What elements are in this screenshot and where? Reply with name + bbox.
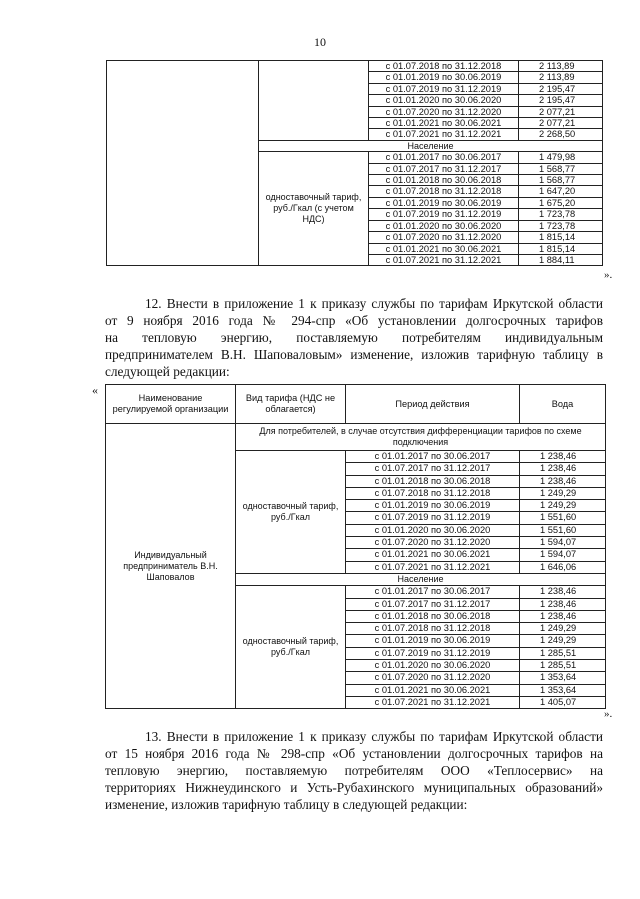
period-cell: с 01.01.2017 по 30.06.2017: [369, 152, 519, 163]
value-cell: 1 723,78: [519, 209, 603, 220]
period-cell: с 01.01.2017 по 30.06.2017: [346, 586, 520, 598]
period-cell: с 01.07.2020 по 31.12.2020: [369, 106, 519, 117]
period-cell: с 01.07.2021 по 31.12.2021: [346, 561, 520, 573]
period-cell: с 01.01.2020 по 30.06.2020: [369, 220, 519, 231]
tariff-type-cell: одноставочный тариф, руб./Гкал: [236, 451, 346, 574]
tariff-type-cell: одноставочный тариф, руб./Гкал (с учетом НДС): [259, 152, 369, 266]
value-cell: 1 238,46: [520, 586, 606, 598]
opening-quote: «: [92, 383, 98, 397]
tariff-table-shapovalov: [105, 384, 606, 709]
page-number: 10: [314, 35, 326, 49]
period-cell: с 01.07.2021 по 31.12.2021: [369, 129, 519, 140]
value-cell: 1 594,07: [520, 537, 606, 549]
organization-cell: Индивидуальный предприниматель В.Н. Шаповалов: [106, 424, 236, 709]
period-cell: с 01.01.2019 по 30.06.2019: [369, 197, 519, 208]
period-cell: с 01.01.2020 по 30.06.2020: [346, 524, 520, 536]
closing-quote-1: ».: [604, 269, 613, 281]
subheader-row: [106, 424, 606, 451]
period-cell: с 01.07.2018 по 31.12.2018: [369, 186, 519, 197]
period-cell: с 01.07.2020 по 31.12.2020: [346, 537, 520, 549]
period-cell: с 01.07.2019 по 31.12.2019: [369, 209, 519, 220]
paragraph-line: 12. Внести в приложение 1 к приказу службы по тарифам Иркутской области: [145, 296, 603, 311]
value-cell: 1 238,46: [520, 463, 606, 475]
value-cell: 1 568,77: [519, 163, 603, 174]
period-cell: с 01.07.2018 по 31.12.2018: [346, 623, 520, 635]
value-cell: 2 195,47: [519, 83, 603, 94]
paragraph-line: следующей редакции:: [105, 364, 230, 379]
period-cell: с 01.01.2018 по 30.06.2018: [346, 610, 520, 622]
period-cell: с 01.07.2017 по 31.12.2017: [369, 163, 519, 174]
paragraph-line: территориях Нижнеудинского и Усть-Рубахинского муниципальных образований»: [105, 780, 603, 795]
header-row: [106, 385, 606, 424]
period-cell: с 01.01.2019 по 30.06.2019: [346, 500, 520, 512]
tariff-type-cell: одноставочный тариф, руб./Гкал: [236, 586, 346, 709]
tariff-table-continued: [106, 60, 603, 266]
period-cell: с 01.07.2019 по 31.12.2019: [346, 512, 520, 524]
column-header: Период действия: [346, 385, 520, 424]
paragraph-13: [105, 728, 603, 813]
population-label: Население: [259, 140, 603, 151]
value-cell: 1 353,64: [520, 672, 606, 684]
value-cell: 1 353,64: [520, 684, 606, 696]
value-cell: 1 815,14: [519, 232, 603, 243]
value-cell: 2 077,21: [519, 106, 603, 117]
period-cell: с 01.07.2017 по 31.12.2017: [346, 598, 520, 610]
column-header: Вода: [520, 385, 606, 424]
period-cell: с 01.07.2019 по 31.12.2019: [369, 83, 519, 94]
period-cell: с 01.07.2021 по 31.12.2021: [369, 254, 519, 265]
period-cell: с 01.07.2018 по 31.12.2018: [369, 61, 519, 72]
value-cell: 1 551,60: [520, 512, 606, 524]
column-header: Наименование регулируемой организации: [106, 385, 236, 424]
value-cell: 2 113,89: [519, 61, 603, 72]
value-cell: 2 195,47: [519, 95, 603, 106]
period-cell: с 01.01.2020 по 30.06.2020: [346, 660, 520, 672]
paragraph-12: [105, 295, 603, 380]
value-cell: 1 815,14: [519, 243, 603, 254]
tariff-cell-empty: [259, 61, 369, 141]
value-cell: 1 249,29: [520, 623, 606, 635]
paragraph-line: от 15 ноября 2016 года № 298-спр «Об установлении долгосрочных тарифов на: [105, 746, 603, 761]
value-cell: 1 238,46: [520, 475, 606, 487]
period-cell: с 01.07.2020 по 31.12.2020: [369, 232, 519, 243]
period-cell: с 01.01.2020 по 30.06.2020: [369, 95, 519, 106]
population-label: Население: [236, 573, 606, 585]
period-cell: с 01.01.2018 по 30.06.2018: [346, 475, 520, 487]
value-cell: 1 723,78: [519, 220, 603, 231]
period-cell: с 01.01.2021 по 30.06.2021: [369, 243, 519, 254]
period-cell: с 01.01.2017 по 30.06.2017: [346, 451, 520, 463]
paragraph-line: на тепловую энергию, поставляемую потребителям индивидуальным: [105, 330, 603, 345]
period-cell: с 01.07.2019 по 31.12.2019: [346, 647, 520, 659]
value-cell: 2 077,21: [519, 118, 603, 129]
value-cell: 1 647,20: [519, 186, 603, 197]
value-cell: 1 249,29: [520, 500, 606, 512]
paragraph-line: предпринимателем В.Н. Шаповаловым» изменение, изложив тарифную таблицу в: [105, 347, 603, 362]
column-header: Вид тарифа (НДС не облагается): [236, 385, 346, 424]
value-cell: 1 646,06: [520, 561, 606, 573]
period-cell: с 01.01.2021 по 30.06.2021: [346, 684, 520, 696]
paragraph-line: 13. Внести в приложение 1 к приказу службы по тарифам Иркутской области: [145, 729, 603, 744]
value-cell: 1 249,29: [520, 487, 606, 499]
period-cell: с 01.01.2021 по 30.06.2021: [369, 118, 519, 129]
org-cell-empty: [107, 61, 259, 266]
period-cell: с 01.07.2017 по 31.12.2017: [346, 463, 520, 475]
value-cell: 1 884,11: [519, 254, 603, 265]
paragraph-line: от 9 ноября 2016 года № 294-спр «Об установлении долгосрочных тарифов: [105, 313, 603, 328]
period-cell: с 01.01.2019 по 30.06.2019: [346, 635, 520, 647]
period-cell: с 01.07.2021 по 31.12.2021: [346, 696, 520, 708]
value-cell: 1 238,46: [520, 598, 606, 610]
paragraph-line: тепловую энергию, поставляемую потребителям ООО «Теплосервис» на: [105, 763, 603, 778]
period-cell: с 01.01.2021 по 30.06.2021: [346, 549, 520, 561]
period-cell: с 01.07.2018 по 31.12.2018: [346, 487, 520, 499]
table-row: [107, 61, 603, 72]
consumers-subheader: Для потребителей, в случае отсутствия дифференциации тарифов по схеме подключения: [236, 424, 606, 451]
period-cell: с 01.01.2018 по 30.06.2018: [369, 175, 519, 186]
value-cell: 1 551,60: [520, 524, 606, 536]
value-cell: 1 249,29: [520, 635, 606, 647]
closing-quote-2: ».: [604, 708, 613, 720]
value-cell: 1 238,46: [520, 451, 606, 463]
period-cell: с 01.01.2019 по 30.06.2019: [369, 72, 519, 83]
value-cell: 1 238,46: [520, 610, 606, 622]
value-cell: 1 568,77: [519, 175, 603, 186]
period-cell: с 01.07.2020 по 31.12.2020: [346, 672, 520, 684]
value-cell: 1 594,07: [520, 549, 606, 561]
value-cell: 2 268,50: [519, 129, 603, 140]
value-cell: 2 113,89: [519, 72, 603, 83]
value-cell: 1 479,98: [519, 152, 603, 163]
value-cell: 1 285,51: [520, 660, 606, 672]
paragraph-line: изменение, изложив тарифную таблицу в следующей редакции:: [105, 797, 468, 812]
value-cell: 1 285,51: [520, 647, 606, 659]
value-cell: 1 405,07: [520, 696, 606, 708]
value-cell: 1 675,20: [519, 197, 603, 208]
